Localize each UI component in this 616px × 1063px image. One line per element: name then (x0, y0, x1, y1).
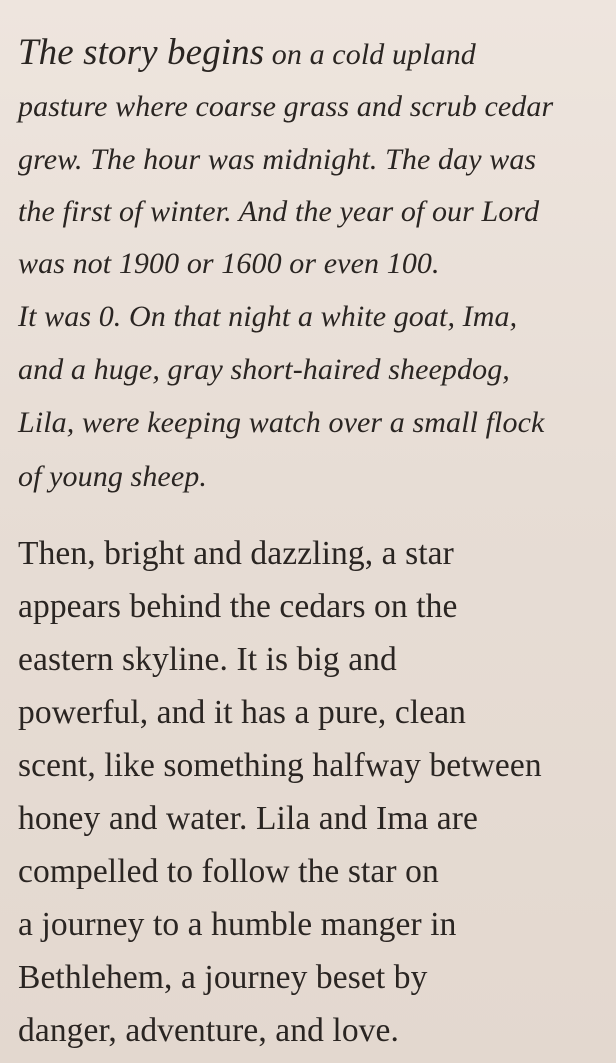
paragraph-1-line-3: grew. The hour was midnight. The day was (18, 143, 537, 176)
paragraph-2-line-1: Then, bright and dazzling, a star (18, 535, 454, 572)
paragraph-2-line-2: appears behind the cedars on the (18, 588, 458, 625)
paragraph-1-line-8: Lila, were keeping watch over a small flock (18, 406, 545, 439)
paragraph-2-line-10: danger, adventure, and love. (18, 1012, 399, 1049)
paragraph-1-line-1 (18, 34, 476, 71)
paragraph-2-line-7: compelled to follow the star on (18, 853, 439, 890)
line-text: on a cold upland (264, 38, 476, 71)
paragraph-2-line-3: eastern skyline. It is big and (18, 641, 397, 678)
paragraph-1-line-4: the first of winter. And the year of our Lord (18, 195, 540, 228)
paragraph-1-line-2: pasture where coarse grass and scrub cedar (18, 90, 554, 123)
paragraph-2-line-5: scent, like something halfway between (18, 747, 542, 784)
paragraph-2-line-9: Bethlehem, a journey beset by (18, 959, 428, 996)
paragraph-1-line-9: of young sheep. (18, 460, 207, 493)
paragraph-1-line-7: and a huge, gray short-haired sheepdog, (18, 353, 510, 386)
paragraph-2-line-4: powerful, and it has a pure, clean (18, 694, 467, 731)
opening-phrase: The story begins (18, 32, 265, 73)
paragraph-1-line-6: It was 0. On that night a white goat, Ima, (18, 300, 518, 333)
paragraph-2-line-6: honey and water. Lila and Ima are (18, 800, 478, 837)
paragraph-1-line-5: was not 1900 or 1600 or even 100. (18, 247, 440, 280)
paragraph-2-line-8: a journey to a humble manger in (18, 906, 457, 943)
